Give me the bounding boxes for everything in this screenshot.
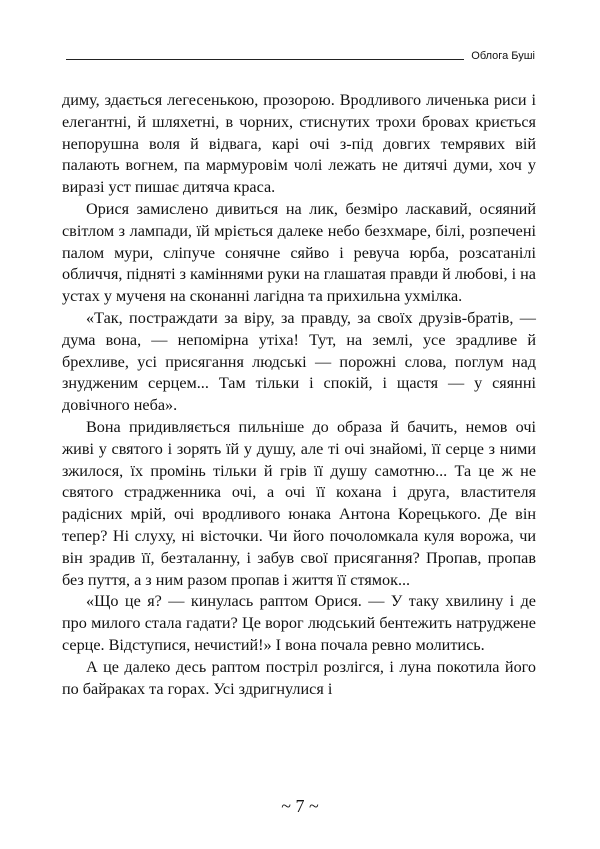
header-rule xyxy=(66,59,464,60)
paragraph-6: А це далеко десь раптом постріл розлігся, і луна покотила його по байраках та горах. Усі здригнулися і xyxy=(62,657,536,698)
header-title: Облога Буші xyxy=(471,50,535,62)
paragraph-4: Вона придивляється пильніше до образа й бачить, немов очі живі у святого і зорять їй у душу, але ті очі знайомі, її серце з ними зжилося, їх промінь тільки й грів її душу самотню... Та це ж не святого страдженника очі, а очі її кохана і друга, властителя радісних мрій, очі вродливого юнака Антона Корецького. Де він тепер? Ні слуху, ні вісточки. Чи його почоломкала куля ворожа, чи він зрадив її, безталанну, і забув свої присягання? Пропав, пропав без пуття, а з ним разом пропав і життя її стямок... xyxy=(62,417,536,589)
body-text xyxy=(62,90,536,700)
paragraph-5: «Що це я? — кинулась раптом Орися. — У таку хвилину і де про милого стала гадати? Це ворог людський бентежить натруджене серце. Відступися, нечистий!» І вона почала ревно молитись. xyxy=(62,592,536,654)
paragraph-2: Орися замислено дивиться на лик, безміро ласкавий, осяяний світлом з лампади, їй мріється далеке небо безхмаре, білі, розпечені палом мури, сліпуче сонячне сяйво і ревуча юрба, розсатанілі обличчя, підняті з каміннями руки на глашатая правди й любові, і на устах у мученя на сконанні лагідна та прихильна ухмілка. xyxy=(62,199,536,306)
running-header xyxy=(66,45,535,65)
paragraph-1: диму, здається легесенькою, прозорою. Вродливого личенька риси і елегантні, й шляхетні, в чорних, стиснутих трохи бровах криється непорушна воля й відвага, карі очі з-під довгих темрявих вій палають вогнем, па мармуровім чолі лежать не дитячі думи, хоч у виразі уст пишає дитяча краса. xyxy=(62,91,536,197)
page-number: ~ 7 ~ xyxy=(281,796,319,816)
paragraph-3: «Так, постраждати за віру, за правду, за своїх друзів-братів, — дума вона, — непомірна утіха! Тут, на землі, усе зрадливе й брехливе, усі присягання людські — порожні слова, поглум над знудженим серцем... Там тільки і спокій, і щастя — у сяянні довічного неба». xyxy=(62,308,536,415)
